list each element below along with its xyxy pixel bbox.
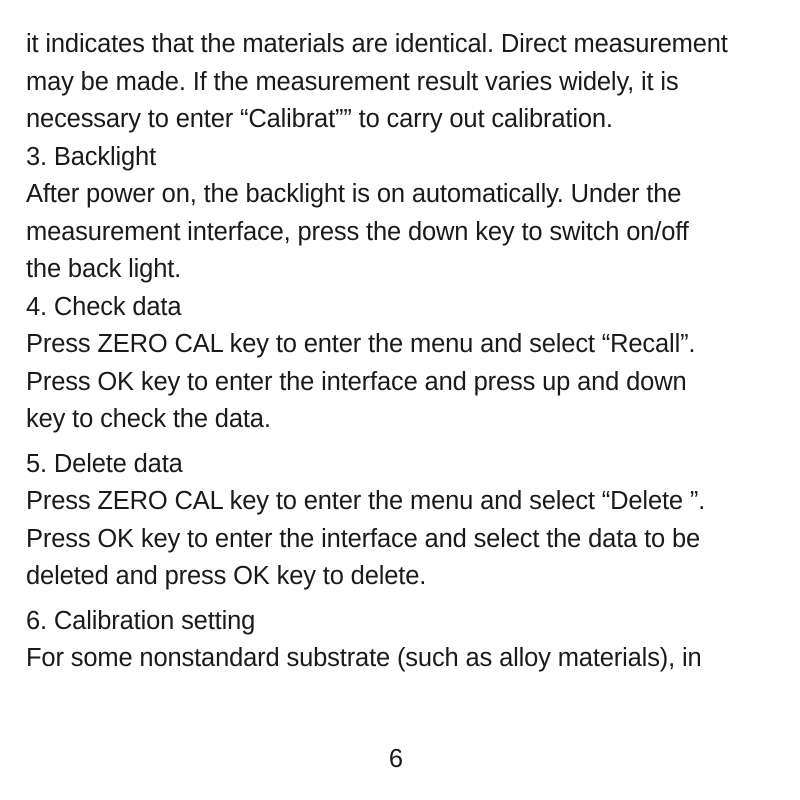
page-number: 6 bbox=[388, 745, 404, 773]
section-calibration-setting bbox=[26, 603, 786, 678]
paragraph-line: Press ZERO CAL key to enter the menu and select “Recall”. bbox=[26, 330, 696, 358]
paragraph-line: deleted and press OK key to delete. bbox=[26, 562, 427, 590]
paragraph-line: may be made. If the measurement result varies widely, it is bbox=[26, 67, 679, 96]
section-heading: 6. Calibration setting bbox=[26, 606, 256, 635]
paragraph-line: the back light. bbox=[26, 255, 182, 283]
manual-page-body bbox=[26, 26, 786, 678]
paragraph-line: For some nonstandard substrate (such as alloy materials), in bbox=[26, 644, 702, 672]
paragraph-line: it indicates that the materials are identical. Direct measurement bbox=[26, 30, 728, 58]
section-delete-data bbox=[26, 446, 786, 596]
paragraph-line: necessary to enter “Calibrat”” to carry out calibration. bbox=[26, 105, 613, 133]
intro-paragraph bbox=[26, 26, 786, 139]
paragraph-line: measurement interface, press the down key to switch on/off bbox=[26, 217, 689, 246]
paragraph-line: Press ZERO CAL key to enter the menu and select “Delete ”. bbox=[26, 487, 706, 515]
paragraph-line: key to check the data. bbox=[26, 405, 271, 433]
paragraph-line: After power on, the backlight is on automatically. Under the bbox=[26, 180, 682, 208]
section-heading: 5. Delete data bbox=[26, 449, 183, 478]
section-heading: 3. Backlight bbox=[26, 142, 157, 171]
paragraph-line: Press OK key to enter the interface and select the data to be bbox=[26, 524, 701, 553]
paragraph-line: Press OK key to enter the interface and press up and down bbox=[26, 367, 687, 396]
section-heading: 4. Check data bbox=[26, 292, 182, 321]
section-check-data bbox=[26, 289, 786, 439]
section-backlight bbox=[26, 139, 786, 289]
